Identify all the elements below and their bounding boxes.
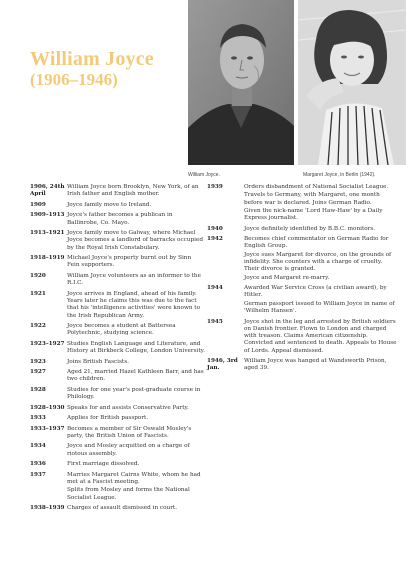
timeline-year: 1920 — [30, 272, 46, 279]
timeline-entry — [30, 415, 205, 422]
timeline-entry — [30, 443, 205, 458]
caption-left: William Joyce. — [188, 172, 220, 178]
timeline-line: Joyce and Margaret re-marry. — [244, 274, 330, 281]
life-dates: (1906–1946) — [30, 70, 118, 89]
timeline-year: 1909–1913 — [30, 212, 65, 219]
timeline-year: 1945 — [207, 318, 223, 325]
timeline-text — [67, 341, 205, 356]
timeline-text — [67, 387, 205, 402]
timeline-entry — [207, 184, 397, 222]
timeline-text — [67, 359, 205, 366]
timeline-entry — [30, 273, 205, 288]
timeline-text — [67, 472, 205, 502]
timeline-line: Joyce definitely identified by B.B.C. monitors. — [244, 225, 376, 232]
timeline-year: 1934 — [30, 443, 46, 450]
timeline-entry — [30, 184, 205, 199]
timeline-entry — [30, 291, 205, 320]
timeline-entry — [30, 387, 205, 402]
timeline-entry — [207, 285, 397, 315]
timeline-text — [244, 226, 397, 233]
timeline-line: Studies for one year's post-graduate course in Philology. — [67, 386, 201, 401]
timeline-left-column — [30, 184, 205, 516]
timeline-year: 1922 — [30, 323, 46, 330]
timeline-year: 1921 — [30, 290, 46, 297]
page-title: William Joyce — [30, 48, 154, 70]
timeline-line: William Joyce was hanged at Wandsworth Prison, aged 39. — [244, 358, 387, 372]
timeline-text — [67, 230, 205, 252]
timeline-text — [67, 212, 205, 227]
timeline-text — [67, 415, 205, 422]
timeline-text — [67, 291, 205, 320]
timeline-year: 1937 — [30, 471, 46, 478]
timeline-text — [67, 369, 205, 384]
caption-right: Margaret Joyce, in Berlin (1942). — [303, 172, 376, 178]
timeline-text — [244, 184, 397, 222]
timeline-year: 1927 — [30, 369, 46, 376]
timeline-entry — [30, 230, 205, 252]
timeline-year: 1938–1939 — [30, 505, 65, 512]
timeline-year: 1928–1930 — [30, 404, 65, 411]
timeline-text — [244, 319, 397, 355]
timeline-year: 1933–1937 — [30, 425, 65, 432]
timeline-year: 1906, 24th April — [30, 184, 65, 198]
timeline-line: Joyce family move to Ireland. — [67, 201, 152, 208]
timeline-line: William Joyce born Brooklyn, New York, of an Irish father and English mother. — [67, 184, 199, 198]
timeline-entry — [30, 461, 205, 468]
timeline-line: Awarded War Service Cross (a civilian award), by Hitler. — [244, 285, 387, 299]
timeline-text — [244, 236, 397, 282]
timeline-entry — [207, 226, 397, 233]
timeline-entry — [207, 319, 397, 355]
timeline-text — [67, 255, 205, 270]
timeline-entry — [30, 202, 205, 209]
timeline-line: Travels to Germany, with Margaret, one month before war is declared. Joins German Radio. — [244, 192, 380, 206]
timeline-entry — [30, 255, 205, 270]
timeline-year: 1946, 3rd Jan. — [207, 358, 238, 372]
timeline-year: 1933 — [30, 415, 46, 422]
timeline-line: Charges of assault dismissed in court. — [67, 505, 178, 512]
timeline-line: Becomes a member of Sir Oswald Mosley's party, the British Union of Fascists. — [67, 425, 192, 439]
timeline-text — [67, 426, 205, 441]
timeline-line: Michael Joyce's property burnt out by Sinn Fein supporters. — [67, 255, 192, 269]
timeline-line: Joyce's father becomes a publican in Ballinrobe, Co. Mayo. — [67, 212, 173, 226]
timeline-text — [67, 184, 205, 199]
timeline-entry — [30, 405, 205, 412]
margaret-joyce-photo — [298, 0, 406, 165]
timeline-line: Speaks for and assists Conservative Party. — [67, 404, 189, 411]
timeline-entry — [30, 505, 205, 512]
timeline-text — [244, 358, 397, 373]
timeline-entry — [207, 358, 397, 373]
timeline-line: First marriage dissolved. — [67, 461, 140, 468]
timeline-line: Joyce becomes a student at Battersea Polytechnic, studying science. — [67, 323, 176, 337]
timeline-line: Applies for British passport. — [67, 415, 149, 422]
timeline-text — [67, 505, 205, 512]
timeline-line: Aged 21, married Hazel Kathleen Barr, and has two children. — [67, 369, 204, 383]
timeline-text — [67, 202, 205, 209]
timeline-line: Joyce arrives in England, ahead of his family. Years later he claims this was due to the fact that his 'intelligence activities' were known to the Irish Republican Army. — [67, 290, 201, 319]
timeline-line: Studies English Language and Literature, and History at Birkbeck College, London University. — [67, 340, 205, 355]
timeline-line: Joyce sues Margaret for divorce, on the grounds of infidelity. She counters with a charge of cruelty. Their divorce is granted. — [244, 251, 392, 273]
timeline-line: William Joyce volunteers as an informer to the R.I.C. — [67, 272, 201, 287]
timeline-year: 1940 — [207, 225, 223, 232]
timeline-entry — [30, 472, 205, 502]
timeline-line: Marries Margaret Cairns White, whom he had met at a Fascist meeting. — [67, 471, 201, 485]
timeline-entry — [30, 369, 205, 384]
timeline-line: Joyce and Mosley acquitted on a charge of riotous assembly. — [67, 443, 190, 457]
timeline-entry — [30, 341, 205, 356]
timeline-line: Joyce shot in the leg and arrested by British soldiers on Danish frontier. Flown to London and charged with treason. Claims American citizenship. Convicted and sentenced to death. Appeals to House of Lords. Appeal dismissed. — [244, 318, 397, 354]
timeline-year: 1928 — [30, 386, 46, 393]
timeline-year: 1936 — [30, 461, 46, 468]
timeline-line: Becomes chief commentator on German Radio for English Group. — [244, 236, 389, 250]
timeline-year: 1918–1919 — [30, 255, 65, 262]
timeline-entry — [30, 323, 205, 338]
timeline-year: 1923–1927 — [30, 340, 65, 347]
timeline-year: 1942 — [207, 236, 223, 243]
timeline-year: 1944 — [207, 285, 223, 292]
timeline-year: 1939 — [207, 184, 223, 190]
timeline-year: 1913–1921 — [30, 230, 65, 237]
timeline-line: Given the nick-name 'Lord Haw-Haw' by a Daily Express journalist. — [244, 207, 383, 222]
timeline-entry — [30, 426, 205, 441]
timeline-year: 1909 — [30, 201, 46, 208]
timeline-text — [67, 443, 205, 458]
timeline-right-column — [207, 184, 397, 376]
timeline-text — [67, 323, 205, 338]
william-joyce-photo — [188, 0, 294, 165]
timeline-entry — [30, 359, 205, 366]
timeline-text — [67, 273, 205, 288]
timeline-text — [67, 405, 205, 412]
timeline-year: 1923 — [30, 358, 46, 365]
timeline-line: Joyce family move to Galway, where Michael Joyce becomes a landlord of barracks occupied by the Royal Irish Constabulary. — [67, 230, 203, 251]
timeline-text — [244, 285, 397, 315]
timeline-text — [67, 461, 205, 468]
timeline-line: Orders disbandment of National Socialist League. — [244, 184, 389, 190]
timeline-entry — [207, 236, 397, 282]
timeline-entry — [30, 212, 205, 227]
timeline-line: Joins British Fascists. — [67, 358, 129, 365]
title-block — [30, 48, 154, 90]
timeline-line: Splits from Mosley and forms the National Socialist League. — [67, 487, 190, 501]
timeline-line: German passport issued to William Joyce in name of 'Wilhelm Hansen'. — [244, 300, 395, 315]
